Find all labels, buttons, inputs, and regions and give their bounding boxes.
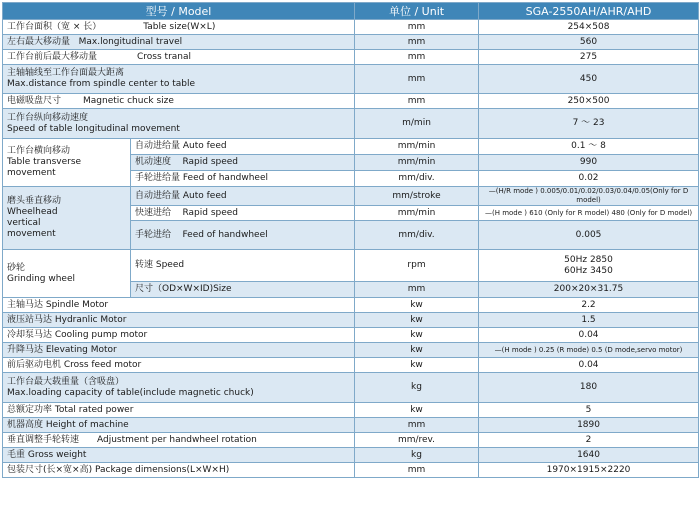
- sublabel-auto-feed: 自动进给量 Auto feed: [131, 187, 355, 206]
- unit-cell: mm: [355, 50, 479, 65]
- value-cell: 1.5: [479, 313, 699, 328]
- value-cell: 1890: [479, 418, 699, 433]
- value-cell: [479, 250, 699, 282]
- spec-table: [2, 2, 699, 478]
- value-cell: 450: [479, 65, 699, 94]
- value-cell: 560: [479, 35, 699, 50]
- value-cell: 1640: [479, 448, 699, 463]
- sublabel-speed: 转速 Speed: [131, 250, 355, 282]
- label-cell: 包装尺寸(长×宽×高) Package dimensions(L×W×H): [3, 463, 355, 478]
- row-vert-adjust: [3, 433, 699, 448]
- sublabel-rapid: [131, 206, 355, 221]
- header-model: 型号 / Model: [3, 3, 355, 20]
- value-cell: 0.005: [479, 221, 699, 250]
- header-row: [3, 3, 699, 20]
- unit-cell: mm/min: [355, 206, 479, 221]
- label-en: Rapid speed: [182, 157, 239, 167]
- value-cell: 990: [479, 155, 699, 171]
- row-package: [3, 463, 699, 478]
- value-cell: 0.04: [479, 358, 699, 373]
- unit-cell: mm/div.: [355, 221, 479, 250]
- value-cell: 0.1 ～ 8: [479, 139, 699, 155]
- unit-cell: kw: [355, 328, 479, 343]
- value-cell: 250×500: [479, 94, 699, 109]
- unit-cell: mm/div.: [355, 171, 479, 187]
- label-cn: 工作台最大载重量（含吸盘）: [7, 376, 125, 387]
- label-cell: 冷却泵马达 Cooling pump motor: [3, 328, 355, 343]
- row-spindle-dist: [3, 65, 699, 94]
- value-cell: 1970×1915×2220: [479, 463, 699, 478]
- label-cell: [3, 433, 355, 448]
- row-wheel-speed: [3, 250, 699, 282]
- value-cell: —(H mode ) 610 (Only for R model) 480 (Only for D model): [479, 206, 699, 221]
- row-vertical-auto: [3, 187, 699, 206]
- label-cell: 总额定功率 Total rated power: [3, 403, 355, 418]
- group-en: movement: [7, 229, 56, 239]
- unit-cell: kw: [355, 313, 479, 328]
- label-cn: 电磁吸盘尺寸: [7, 95, 62, 106]
- row-long-travel: [3, 35, 699, 50]
- label-en: Magnetic chuck size: [83, 95, 174, 106]
- label-en: Rapid speed: [182, 207, 239, 218]
- unit-cell: mm: [355, 35, 479, 50]
- group-en: Grinding wheel: [7, 273, 76, 284]
- label-spindle-dist: [3, 65, 355, 94]
- unit-cell: kw: [355, 403, 479, 418]
- value-cell: 2.2: [479, 298, 699, 313]
- label-cell: 升降马达 Elevating Motor: [3, 343, 355, 358]
- group-en: movement: [7, 168, 56, 178]
- unit-cell: rpm: [355, 250, 479, 282]
- row-max-load: [3, 373, 699, 403]
- value-line: 60Hz 3450: [564, 265, 613, 276]
- row-height: [3, 418, 699, 433]
- value-cell: 5: [479, 403, 699, 418]
- sublabel-size: 尺寸（OD×W×ID)Size: [131, 282, 355, 298]
- label-cell: 毛重 Gross weight: [3, 448, 355, 463]
- row-table-size: [3, 20, 699, 35]
- row-transverse-auto: [3, 139, 699, 155]
- unit-cell: mm/rev.: [355, 433, 479, 448]
- value-cell: 0.02: [479, 171, 699, 187]
- group-wheel: [3, 250, 131, 298]
- label-cn: 机动速度: [135, 157, 172, 167]
- label-cn: 手轮进给: [135, 229, 172, 240]
- header-unit: 单位 / Unit: [355, 3, 479, 20]
- label-en: Max.distance from spindle center to table: [7, 79, 195, 89]
- sublabel-rapid: [131, 155, 355, 171]
- value-cell: 200×20×31.75: [479, 282, 699, 298]
- unit-cell: mm: [355, 94, 479, 109]
- row-elevating-motor: [3, 343, 699, 358]
- group-vertical: [3, 187, 131, 250]
- group-en: Table transverse: [7, 157, 82, 167]
- row-coolant-motor: [3, 328, 699, 343]
- group-en: Wheelhead: [7, 207, 58, 217]
- row-hydraulic-motor: [3, 313, 699, 328]
- unit-cell: mm: [355, 418, 479, 433]
- unit-cell: mm: [355, 65, 479, 94]
- label-en: Cross tranal: [137, 51, 192, 62]
- label-cn: 主轴轴线至工作台面最大距离: [7, 68, 125, 78]
- unit-cell: mm/stroke: [355, 187, 479, 206]
- unit-cell: mm/min: [355, 155, 479, 171]
- label-long-speed: [3, 109, 355, 139]
- label-cell: 液压站马达 Hydranlic Motor: [3, 313, 355, 328]
- group-en: vertical: [7, 218, 41, 228]
- unit-cell: kg: [355, 448, 479, 463]
- unit-cell: mm: [355, 463, 479, 478]
- label-en: Table size(W×L): [143, 21, 216, 32]
- value-line: 50Hz 2850: [564, 254, 613, 265]
- unit-cell: mm: [355, 282, 479, 298]
- label-cn: 工作台面积（宽 × 长）: [7, 21, 102, 32]
- unit-cell: m/min: [355, 109, 479, 139]
- label-cell: 机器高度 Height of machine: [3, 418, 355, 433]
- value-cell: 0.04: [479, 328, 699, 343]
- unit-cell: mm/min: [355, 139, 479, 155]
- label-cn: 工作台前后最大移动量: [7, 51, 98, 62]
- label-cell: 前后驱动电机 Cross feed motor: [3, 358, 355, 373]
- label-en: Max.longitudinal travel: [78, 36, 183, 47]
- row-long-speed: [3, 109, 699, 139]
- unit-cell: kw: [355, 298, 479, 313]
- value-cell: —(H mode ) 0.25 (R mode) 0.5 (D mode,servo motor): [479, 343, 699, 358]
- label-cn: 垂直调整手轮转速: [7, 434, 80, 445]
- label-cell: [3, 373, 355, 403]
- label-cross-travel: [3, 50, 355, 65]
- row-total-power: [3, 403, 699, 418]
- group-cn: 工作台横向移动: [7, 146, 71, 156]
- label-en: Feed of handwheel: [182, 229, 268, 240]
- label-en: Speed of table longitudinal movement: [7, 123, 180, 134]
- sublabel-handwheel: [131, 221, 355, 250]
- row-chuck-size: [3, 94, 699, 109]
- row-spindle-motor: [3, 298, 699, 313]
- label-en: Adjustment per handwheel rotation: [97, 434, 257, 445]
- value-cell: 2: [479, 433, 699, 448]
- sublabel-handwheel: 手轮进给量 Feed of handwheel: [131, 171, 355, 187]
- label-table-size: [3, 20, 355, 35]
- row-cross-travel: [3, 50, 699, 65]
- label-cn: 工作台纵向移动速度: [7, 112, 89, 123]
- label-en: Max.loading capacity of table(include magnetic chuck): [7, 387, 254, 398]
- unit-cell: mm: [355, 20, 479, 35]
- group-transverse: [3, 139, 131, 187]
- value-cell: 180: [479, 373, 699, 403]
- label-chuck-size: [3, 94, 355, 109]
- group-cn: 磨头垂直移动: [7, 196, 62, 206]
- label-cell: 主轴马达 Spindle Motor: [3, 298, 355, 313]
- sublabel-auto-feed: 自动进给量 Auto feed: [131, 139, 355, 155]
- label-long-travel: [3, 35, 355, 50]
- value-cell: 254×508: [479, 20, 699, 35]
- value-cell: 275: [479, 50, 699, 65]
- unit-cell: kw: [355, 358, 479, 373]
- header-value: SGA-2550AH/AHR/AHD: [479, 3, 699, 20]
- row-gross-weight: [3, 448, 699, 463]
- label-cn: 快速进给: [135, 207, 172, 218]
- unit-cell: kw: [355, 343, 479, 358]
- value-cell: —(H/R mode ) 0.005/0.01/0.02/0.03/0.04/0.05(Only for D model): [479, 187, 699, 206]
- row-cross-motor: [3, 358, 699, 373]
- group-cn: 砂轮: [7, 262, 26, 273]
- unit-cell: kg: [355, 373, 479, 403]
- value-cell: 7 ～ 23: [479, 109, 699, 139]
- label-cn: 左右最大移动量: [7, 36, 71, 47]
